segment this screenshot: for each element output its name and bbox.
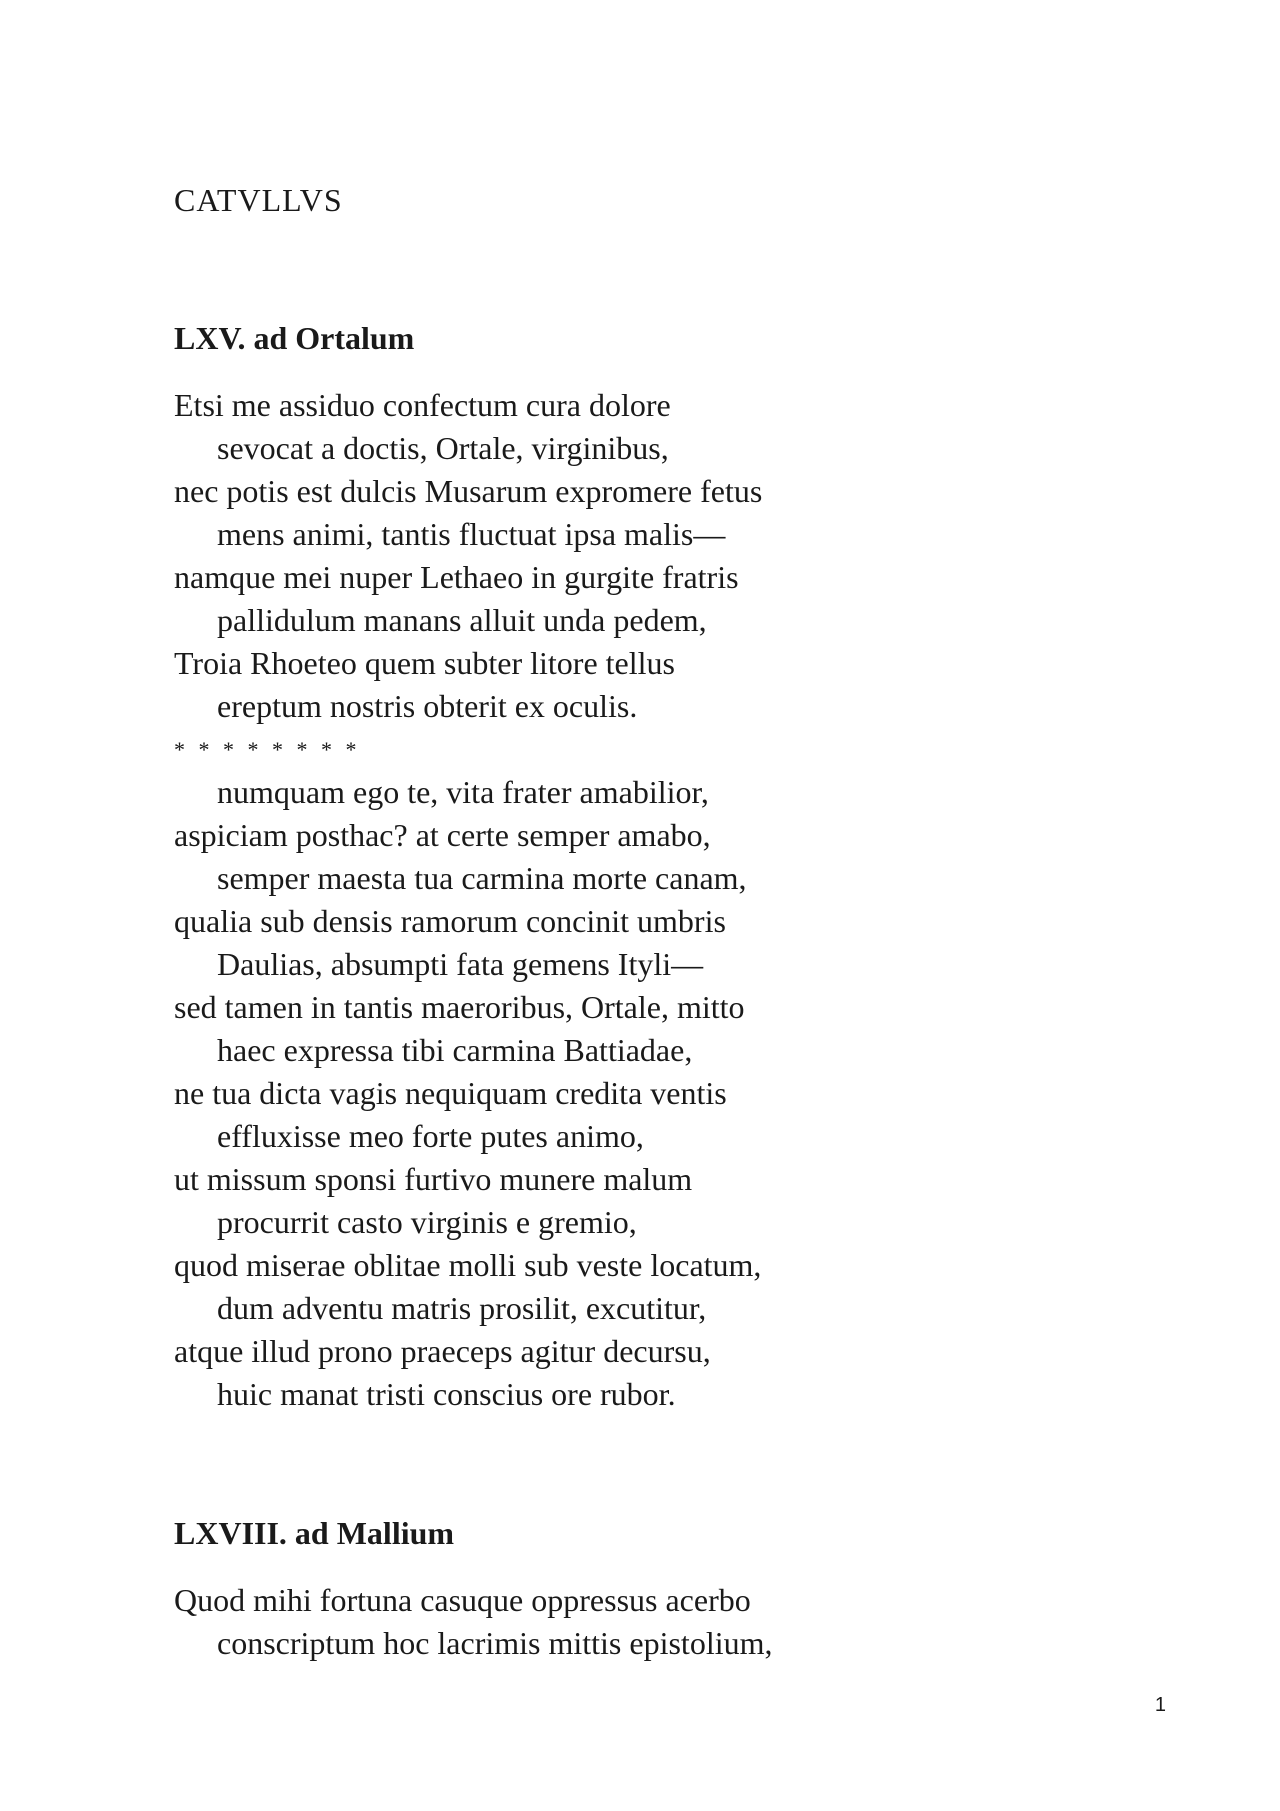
verse-line: numquam ego te, vita frater amabilior,: [217, 774, 709, 810]
verse-line: sed tamen in tantis maeroribus, Ortale, mitto: [174, 989, 745, 1025]
verse-line: ut missum sponsi furtivo munere malum: [174, 1161, 693, 1197]
verse-line: atque illud prono praeceps agitur decursu,: [174, 1333, 711, 1369]
verse-line: qualia sub densis ramorum concinit umbris: [174, 903, 726, 939]
poem-title: LXV. ad Ortalum: [174, 320, 415, 356]
verse-line: Troia Rhoeteo quem subter litore tellus: [174, 645, 675, 681]
verse-line: conscriptum hoc lacrimis mittis epistolium,: [217, 1625, 773, 1661]
poem-lines: [174, 1579, 1174, 1665]
lacuna-marker: * * * * * * * *: [174, 737, 361, 762]
verse-line: quod miserae oblitae molli sub veste locatum,: [174, 1247, 762, 1283]
verse-line: haec expressa tibi carmina Battiadae,: [217, 1032, 693, 1068]
verse-line: aspiciam posthac? at certe semper amabo,: [174, 817, 711, 853]
verse-line: huic manat tristi conscius ore rubor.: [217, 1376, 676, 1412]
verse-line: Daulias, absumpti fata gemens Ityli—: [217, 946, 704, 982]
verse-line: ereptum nostris obterit ex oculis.: [217, 688, 638, 724]
verse-line: mens animi, tantis fluctuat ipsa malis—: [217, 516, 726, 552]
verse-line: ne tua dicta vagis nequiquam credita ventis: [174, 1075, 727, 1111]
verse-line: Quod mihi fortuna casuque oppressus acerbo: [174, 1582, 751, 1618]
poem-ad-mallium: [174, 1513, 1174, 1665]
verse-line: procurrit casto virginis e gremio,: [217, 1204, 637, 1240]
author-heading: CATVLLVS: [174, 182, 343, 218]
poem-ad-ortalum: [174, 318, 1174, 1416]
verse-line: Etsi me assiduo confectum cura dolore: [174, 387, 671, 423]
verse-line: effluxisse meo forte putes animo,: [217, 1118, 644, 1154]
verse-line: namque mei nuper Lethaeo in gurgite fratris: [174, 559, 739, 595]
verse-line: semper maesta tua carmina morte canam,: [217, 860, 747, 896]
verse-line: dum adventu matris prosilit, excutitur,: [217, 1290, 707, 1326]
verse-line: sevocat a doctis, Ortale, virginibus,: [217, 430, 669, 466]
page-number: 1: [1154, 1694, 1166, 1716]
poem-title: LXVIII. ad Mallium: [174, 1515, 455, 1551]
poem-lines: [174, 384, 1174, 1416]
verse-line: pallidulum manans alluit unda pedem,: [217, 602, 707, 638]
verse-line: nec potis est dulcis Musarum expromere fetus: [174, 473, 763, 509]
